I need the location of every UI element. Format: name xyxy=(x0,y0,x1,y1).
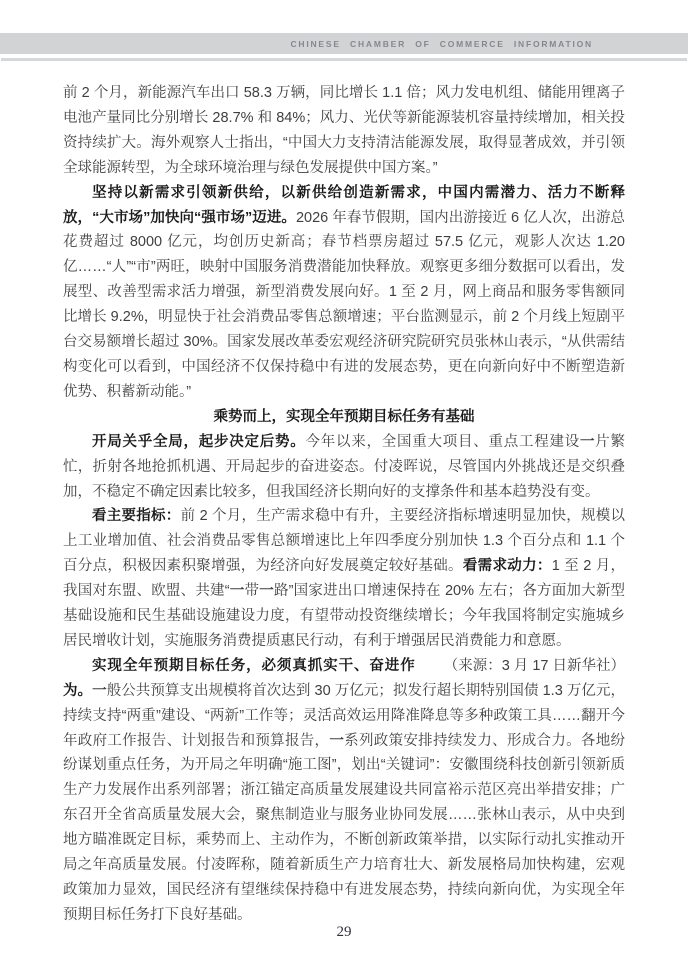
paragraph: 前 2 个月，新能源汽车出口 58.3 万辆，同比增长 1.1 倍；风力发电机组、储能用锂离子电池产量同比分别增长 28.7% 和 84%；风力、光伏等新能源装机容量持续增加，相关投资持续扩大。海外观察人士指出，“中国大力支持清洁能源发展，取得显著成效，并引领全球能源转型，为全球环境治理与绿色发展提供中国方案。” xyxy=(63,85,625,176)
section-heading xyxy=(63,405,625,430)
bold-run: 看主要指标： xyxy=(92,508,181,525)
heavy-glyph: 一 xyxy=(329,732,345,749)
page-footer xyxy=(0,923,688,941)
bold-run: 看需求动力： xyxy=(462,558,552,575)
heavy-glyph: 一 xyxy=(580,433,596,450)
header-banner xyxy=(0,33,688,54)
article-body xyxy=(63,81,625,928)
header-banner-text: CHINESE CHAMBER OF COMMERCE INFORMATION xyxy=(290,38,593,49)
heavy-glyph: 一 xyxy=(229,583,245,600)
bold-run: 开局关乎全局，起步决定后势。 xyxy=(92,433,306,450)
bold-run: 乘势而上，实现全年预期目标任务有基础 xyxy=(213,408,475,425)
paragraph: （来源：3 月 17 日新华社） 实现全年预期目标任务，必须真抓实干、奋进作为。一般公共预算支出规模将首次达到 30 万亿元；拟发行超长期特别国债 1.3 万亿元，持续支持“两重”建设、“两新”工作等；灵活高效运用降准降息等多种政策工具……翻开今年政府工作报告、计划报告和预算报告，一系列政策安排持续发力、形成合力。各地纷纷谋划重点任务，为开局之年明确“施工图”，划出“关键词”：安徽围绕科技创新引领新质生产力发展作出系列部署；浙江锚定高质量发展建设共同富裕示范区亮出举措安排；广东召开全省高质量发展大会，聚焦制造业与服务业协同发展……张林山表示，从中央到地方瞄准既定目标，乘势而上、主动作为，不断创新政策举措，以实际行动扎实推动开局之年高质量发展。付凌晖称，随着新质生产力培育壮大、新发展格局加快构建，宏观政策加力显效，国民经济有望继续保持稳中有进发展态势，持续向新向优，为实现全年预期目标任务打下良好基础。 xyxy=(63,654,625,928)
bold-run: 实现全年预期目标任务，必须真抓实干、奋进作为。 xyxy=(63,657,415,699)
heavy-glyph: 一 xyxy=(92,682,107,699)
bold-run: 坚持以新需求引领新供给，以新供给创造新需求，中国内需潜力、活力不断释放，“大市场”加快向“强市场”迈进。 xyxy=(63,184,625,226)
source-attribution: （来源：3 月 17 日新华社） xyxy=(443,657,625,674)
heavy-glyph: 一 xyxy=(259,583,274,600)
paragraph: 开局关乎全局，起步决定后势。今年以来，全国重大项目、重点工程建设一片繁忙，折射各地抢抓机遇、开局起步的奋进姿态。付凌晖说，尽管国内外挑战还是交织叠加，不稳定不确定因素比较多，但我国经济长期向好的支撑条件和基本趋势没有变。 xyxy=(63,433,625,500)
page-number: 29 xyxy=(336,924,352,940)
paragraph: 看主要指标：前 2 个月，生产需求稳中有升，主要经济指标增速明显加快，规模以上工业增加值、社会消费品零售总额增速比上年四季度分别加快 1.3 个百分点和 1.1 个百分点，积极因素积聚增强，为经济向好发展奠定较好基础。看需求动力：1 至 2 月，我国对东盟、欧盟、共建“一带一路”国家进出口增速保持在 20% 左右；各方面加大新型基础设施和民生基础设施建设力度，有望带动投资继续增长；今年我国将制定实施城乡居民增收计划，实施服务消费提质惠民行动，有利于增强居民消费能力和意愿。 xyxy=(63,508,626,649)
header-divider xyxy=(1,58,687,61)
paragraph: 坚持以新需求引领新供给，以新供给创造新需求，中国内需潜力、活力不断释放，“大市场”加快向“强市场”迈进。2026 年春节假期，国内出游接近 6 亿人次，出游总花费超过 8000 亿元，均创历史新高；春节档票房超过 57.5 亿元，观影人次达 1.20 亿……“人”“市”两旺，映射中国服务消费潜能加快释放。观察更多细分数据可以看出，发展型、改善型需求活力增强，新型消费发展向好。1 至 2 月，网上商品和服务零售额同比增长 9.2%，明显快于社会消费品零售总额增速；平台监测显示，前 2 个月线上短剧平台交易额增长超过 30%。国家发展改革委宏观经济研究院研究员张林山表示，“从供需结构变化可以看到，中国经济不仅保持稳中有进的发展态势，更在向新向好中不断塑造新优势、积蓄新动能。” xyxy=(63,184,626,400)
